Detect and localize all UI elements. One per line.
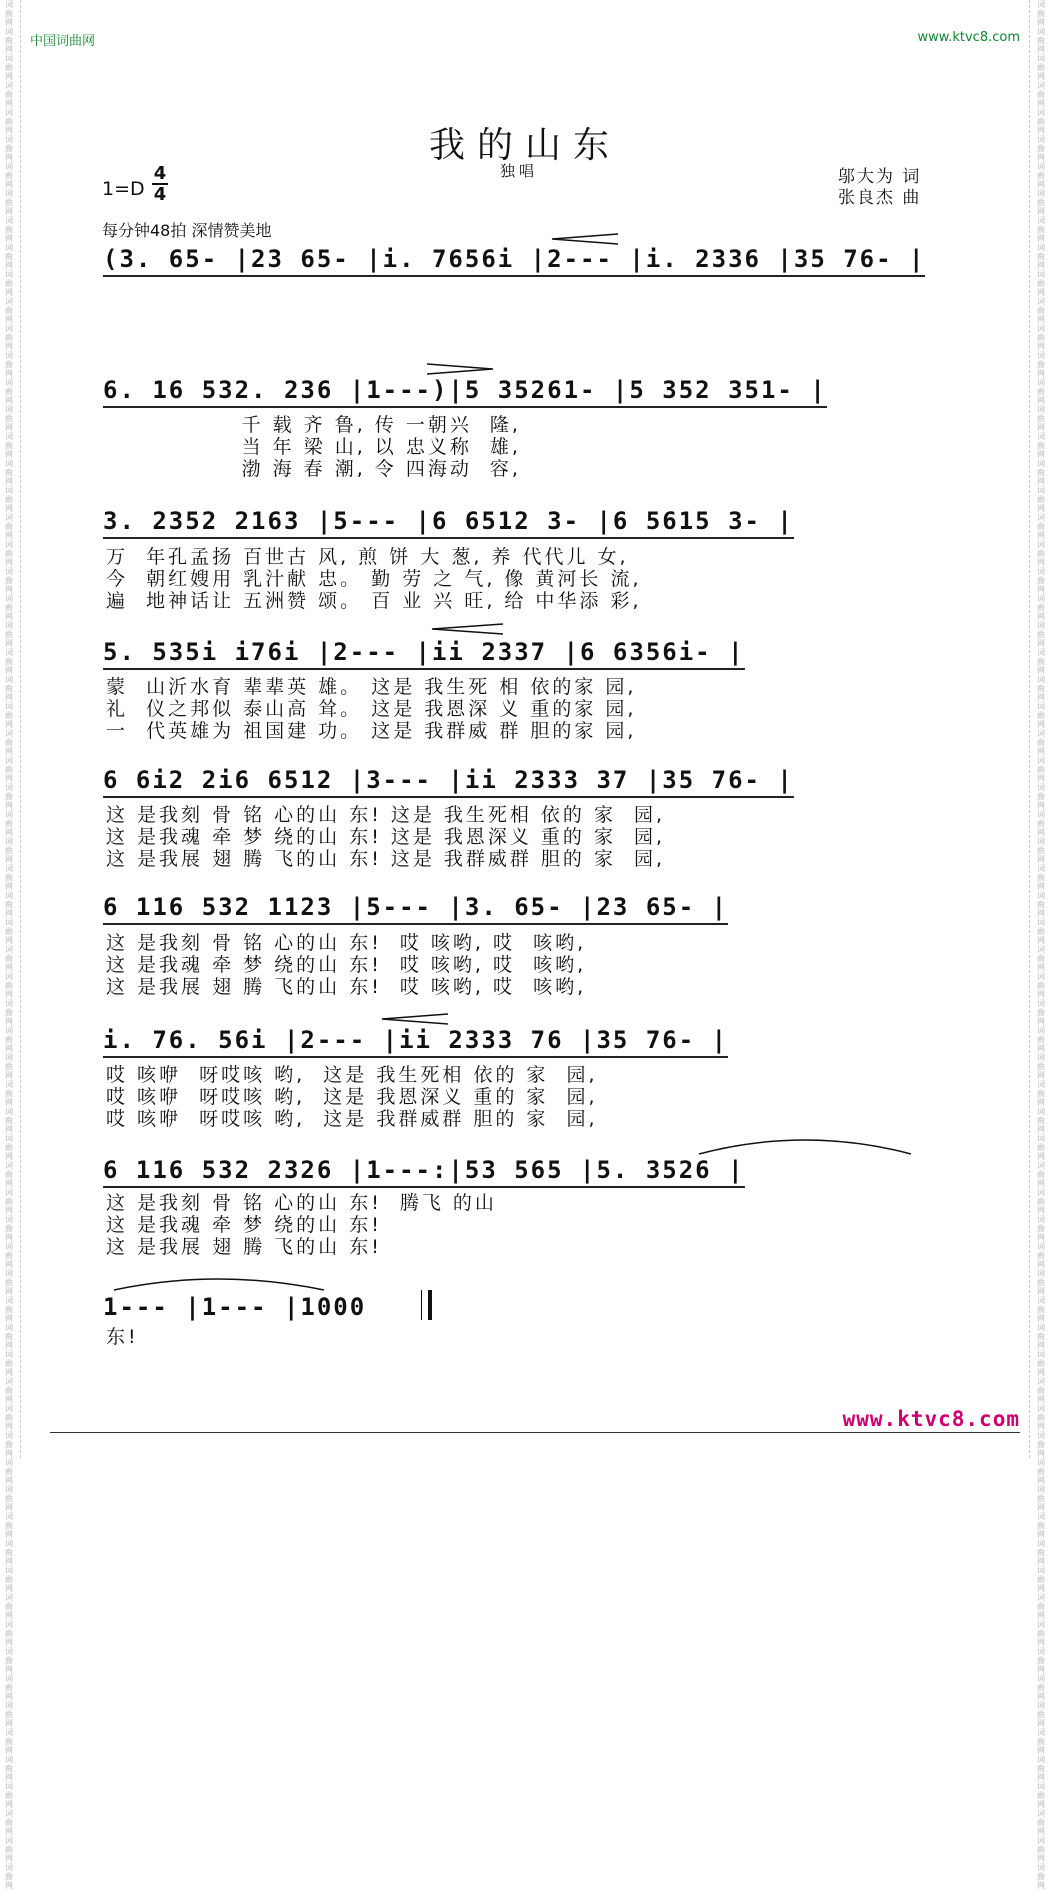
lyric-line-8-verse-3: 这 是我展 翅 腾 飞的山 东! (106, 1236, 382, 1258)
right-watermark-strip (1034, 0, 1048, 1890)
song-title: 我的山东 (428, 125, 621, 166)
time-signature-top: 4 (153, 163, 167, 184)
crescendo-mark (430, 622, 505, 636)
lyric-line-8-verse-1: 这 是我刻 骨 铭 心的山 东! 腾飞 的山 (106, 1192, 497, 1214)
final-barline-thin (421, 1290, 422, 1320)
footer-url[interactable]: www.ktvc8.com (842, 1407, 1020, 1431)
notation-line-9: 1--- |1--- |1000 (103, 1293, 367, 1321)
notation-line-4: 5. 535i i76i |2--- |ii 2337 |6 6356i- | (103, 638, 745, 670)
lyricist-credit: 邬大为 词 (838, 167, 922, 187)
lyric-line-2-verse-2: 当 年 梁 山, 以 忠义称 雄, (106, 436, 521, 458)
lyric-line-6-verse-3: 这 是我展 翅 腾 飞的山 东! 哎 咳哟, 哎 咳哟, (106, 976, 587, 998)
decrescendo-mark (425, 362, 495, 376)
key-signature: 1=D (102, 178, 145, 200)
notation-line-6: 6 116 532 1123 |5--- |3. 65- |23 65- | (103, 893, 728, 925)
lyric-line-6-verse-1: 这 是我刻 骨 铭 心的山 东! 哎 咳哟, 哎 咳哟, (106, 932, 587, 954)
left-dashed-guide (20, 0, 21, 1458)
lyric-line-9: 东! (106, 1326, 139, 1348)
lyric-line-2-verse-1: 千 载 齐 鲁, 传 一朝兴 隆, (106, 414, 521, 436)
footer-divider (50, 1432, 1020, 1433)
lyric-line-3-verse-2: 今 朝红嫂用 乳汁献 忠。 勤 劳 之 气, 像 黄河长 流, (106, 568, 642, 590)
lyric-line-8-verse-2: 这 是我魂 牵 梦 绕的山 东! (106, 1214, 382, 1236)
time-signature (152, 164, 168, 204)
lyric-line-3-verse-1: 万 年孔孟扬 百世古 风, 煎 饼 大 葱, 养 代代儿 女, (106, 546, 629, 568)
lyric-line-3-verse-3: 遍 地神话让 五洲赞 颂。 百 业 兴 旺, 给 中华添 彩, (106, 590, 642, 612)
lyric-line-7-verse-1: 哎 咳咿 呀哎咳 哟, 这是 我生死相 依的 家 园, (106, 1064, 598, 1086)
tempo-marking: 每分钟48拍 深情赞美地 (102, 221, 272, 240)
watermark-text: 词曲网 词曲网 词曲网 词曲网 词曲网 词曲网 词曲网 词曲网 词曲网 词曲网 词曲网 词曲网 词曲网 词曲网 词曲网 词曲网 词曲网 词曲网 词曲网 词曲网 词曲网 词曲网 词曲网 词曲网 词曲网 词曲网 词曲网 词曲网 词曲网 词曲网 词曲网 词曲网 词曲网 词曲网 词曲网 词曲网 词曲网 词曲网 词曲网 词曲网 词曲网 词曲网 词曲网 词曲网 词曲网 词曲网 词曲网 词曲网 词曲网 词曲网 词曲网 词曲网 词曲网 词曲网 词曲网 词曲网 词曲网 词曲网 词曲网 词曲网 词曲网 词曲网 词曲网 词曲网 词曲网 词曲网 词曲网 词曲网 词曲网 词曲网 (1037, 0, 1045, 1890)
lyric-line-5-verse-2: 这 是我魂 牵 梦 绕的山 东! 这是 我恩深义 重的 家 园, (106, 826, 666, 848)
notation-line-1: (3. 65- |23 65- |i. 7656i |2--- |i. 2336 |35 76- | (103, 245, 925, 277)
watermark-text: 词曲网 词曲网 词曲网 词曲网 词曲网 词曲网 词曲网 词曲网 词曲网 词曲网 词曲网 词曲网 词曲网 词曲网 词曲网 词曲网 词曲网 词曲网 词曲网 词曲网 词曲网 词曲网 词曲网 词曲网 词曲网 词曲网 词曲网 词曲网 词曲网 词曲网 词曲网 词曲网 词曲网 词曲网 词曲网 词曲网 词曲网 词曲网 词曲网 词曲网 词曲网 词曲网 词曲网 词曲网 词曲网 词曲网 词曲网 词曲网 词曲网 词曲网 词曲网 词曲网 词曲网 词曲网 词曲网 词曲网 词曲网 词曲网 词曲网 词曲网 词曲网 词曲网 词曲网 词曲网 词曲网 词曲网 词曲网 词曲网 词曲网 词曲网 (5, 0, 13, 1890)
lyric-line-7-verse-3: 哎 咳咿 呀哎咳 哟, 这是 我群威群 胆的 家 园, (106, 1108, 598, 1130)
site-name[interactable]: 中国词曲网 (30, 34, 96, 49)
lyric-line-2-verse-3: 渤 海 春 潮, 令 四海动 容, (106, 458, 521, 480)
slur-mark (695, 1132, 915, 1158)
final-barline-thick (428, 1290, 432, 1320)
lyric-line-4-verse-2: 礼 仪之邦似 泰山高 耸。 这是 我恩深 义 重的家 园, (106, 698, 637, 720)
crescendo-mark (380, 1012, 450, 1026)
left-watermark-strip (2, 0, 16, 1890)
right-dashed-guide (1029, 0, 1030, 1458)
lyric-line-4-verse-1: 蒙 山沂水育 辈辈英 雄。 这是 我生死 相 依的家 园, (106, 676, 637, 698)
time-signature-bottom: 4 (153, 184, 167, 205)
crescendo-mark (550, 232, 620, 246)
lyric-line-5-verse-1: 这 是我刻 骨 铭 心的山 东! 这是 我生死相 依的 家 园, (106, 804, 666, 826)
lyric-line-4-verse-3: 一 代英雄为 祖国建 功。 这是 我群威 群 胆的家 园, (106, 720, 637, 742)
notation-line-7: i. 76. 56i |2--- |ii 2333 76 |35 76- | (103, 1026, 728, 1058)
notation-line-2: 6. 16 532. 236 |1---)|5 35261- |5 352 351- | (103, 376, 827, 408)
notation-line-3: 3. 2352 2163 |5--- |6 6512 3- |6 5615 3- | (103, 507, 794, 539)
tie-mark (110, 1272, 330, 1294)
lyric-line-6-verse-2: 这 是我魂 牵 梦 绕的山 东! 哎 咳哟, 哎 咳哟, (106, 954, 587, 976)
site-url[interactable]: www.ktvc8.com (917, 30, 1020, 45)
lyric-line-5-verse-3: 这 是我展 翅 腾 飞的山 东! 这是 我群威群 胆的 家 园, (106, 848, 666, 870)
song-subtitle: 独唱 (500, 162, 539, 180)
notation-line-8: 6 116 532 2326 |1---:|53 565 |5. 3526 | (103, 1156, 745, 1188)
composer-credit: 张良杰 曲 (838, 188, 922, 208)
notation-line-5: 6 6i2 2i6 6512 |3--- |ii 2333 37 |35 76- | (103, 766, 794, 798)
lyric-line-7-verse-2: 哎 咳咿 呀哎咳 哟, 这是 我恩深义 重的 家 园, (106, 1086, 598, 1108)
